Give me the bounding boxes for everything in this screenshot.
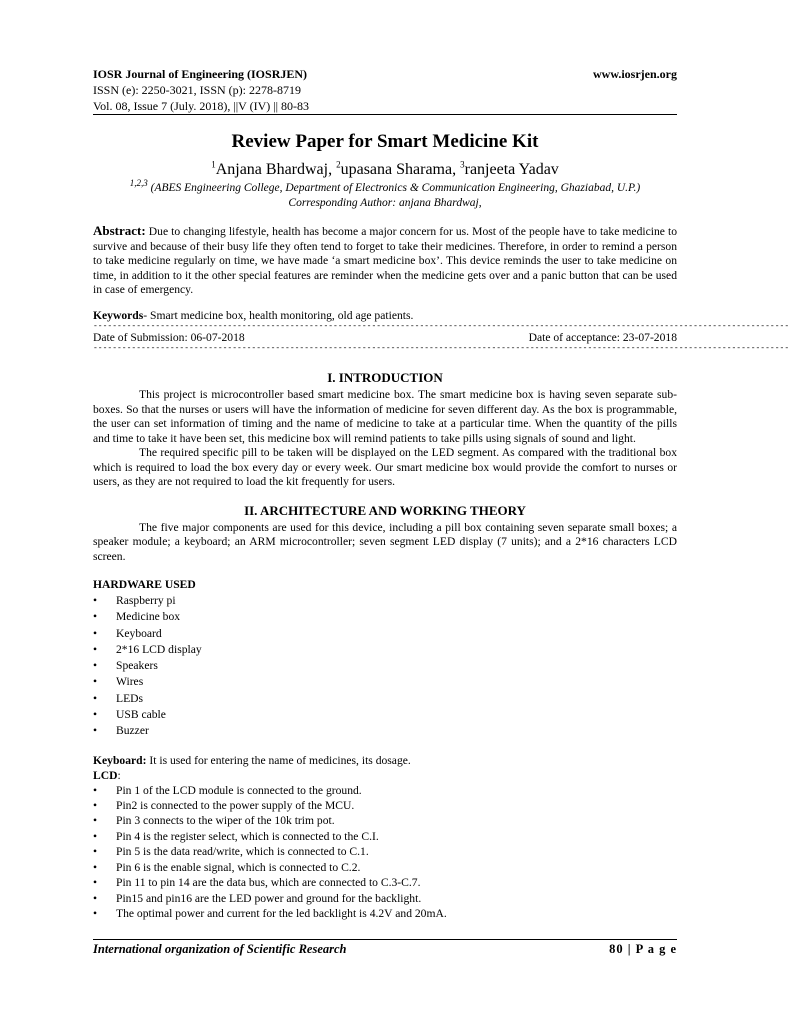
list-item-text: USB cable: [116, 708, 166, 722]
list-item-text: Raspberry pi: [116, 594, 176, 607]
list-item: [93, 906, 677, 921]
hardware-list: [93, 593, 677, 740]
page-footer: [93, 939, 677, 957]
keyboard-label: Keyboard:: [93, 753, 147, 767]
affiliation-text: (ABES Engineering College, Department of Electronics & Communication Engineering, Ghaziabad, U.P.): [150, 182, 641, 194]
list-item-text: Pin2 is connected to the power supply of the MCU.: [116, 799, 355, 813]
list-item: [93, 829, 677, 844]
list-item-text: Speakers: [116, 659, 158, 673]
bullet-icon: •: [93, 659, 98, 673]
list-item: [93, 723, 677, 739]
bullet-icon: •: [93, 594, 98, 607]
list-item: [93, 860, 677, 875]
lcd-pin-list: [93, 783, 677, 922]
list-item: [93, 658, 677, 674]
architecture-paragraph: The five major components are used for this device, including a pill box containing seven separate small boxes; a speaker module; a keyboard; an ARM microcontroller; seven segment LED display (7 units); and a 2*16 characters LCD screen.: [93, 520, 677, 563]
abstract-text: Due to changing lifestyle, health has become a major concern for us. Most of the people have to take medicine to survive and because of their busy life they often tend to forget to take their medicines. Therefore, in order to remind a person to take medicine regularly on time, we have made ‘a smart medicine box’. This device reminds the user to take medicine on time, in addition to it the other special features are reminder when the medicine gets over and a panic button that can be used in case of emergency.: [93, 225, 677, 296]
date-of-submission: Date of Submission: 06-07-2018: [93, 331, 245, 344]
author-sup: 2: [336, 159, 341, 170]
list-item: [93, 609, 677, 625]
keywords-label: Keywords: [93, 308, 144, 322]
bullet-icon: •: [93, 876, 98, 890]
list-item-text: Medicine box: [116, 610, 181, 624]
list-item: [93, 844, 677, 859]
date-of-acceptance: Date of acceptance: 23-07-2018: [528, 331, 677, 344]
lcd-label: LCD: [93, 768, 118, 782]
dates-row: [93, 331, 677, 345]
bullet-icon: •: [93, 829, 98, 843]
author-name: upasana Sharama,: [340, 161, 461, 178]
abstract: [93, 224, 677, 298]
keyboard-text: It is used for entering the name of medicines, its dosage.: [146, 753, 411, 767]
bullet-icon: •: [93, 724, 98, 738]
section-heading-introduction: I. INTRODUCTION: [327, 370, 443, 385]
intro-paragraph-2: The required specific pill to be taken will be displayed on the LED segment. As compared with the traditional box which is required to load the box every day or every week. Our smart medicine box would provide the comfort to nurses or users, as they are not required to load the kit frequently for users.: [93, 446, 677, 488]
list-item-text: Wires: [116, 675, 144, 689]
bullet-icon: •: [93, 610, 98, 624]
author-name: Anjana Bhardwaj,: [215, 161, 337, 178]
bullet-icon: •: [93, 891, 98, 905]
bullet-icon: •: [93, 799, 98, 813]
list-item-text: Pin 1 of the LCD module is connected to the ground.: [116, 783, 362, 797]
affiliation-sup: 1,2,3: [129, 178, 148, 189]
keyboard-paragraph: [93, 753, 677, 768]
list-item-text: Pin 4 is the register select, which is connected to the C.I.: [116, 829, 379, 843]
journal-website: www.iosrjen.org: [593, 67, 677, 81]
list-item: [93, 891, 677, 906]
abstract-label: Abstract:: [93, 223, 146, 238]
list-item-text: Pin 5 is the data read/write, which is connected to C.1.: [116, 845, 369, 859]
list-item: [93, 875, 677, 890]
bullet-icon: •: [93, 814, 98, 828]
paper-page: [93, 66, 789, 921]
author-list: [93, 161, 677, 179]
bullet-icon: •: [93, 783, 98, 797]
list-item-text: 2*16 LCD display: [116, 642, 202, 656]
bullet-icon: •: [93, 675, 98, 689]
author-name: ranjeeta Yadav: [464, 161, 559, 178]
list-item: [93, 593, 677, 609]
list-item: [93, 798, 677, 813]
intro-paragraph-1: This project is microcontroller based smart medicine box. The smart medicine box is having seven separate sub-boxes. So that the nurses or users will have the information of medicine for seven different day. As the box is programmable, the user can set information of timing and the name of medicine to take at a particular time. When the quantity of the pills and time to take it have been set, this medicine box will remind patients to take pills using signals of sound and light.: [93, 388, 677, 445]
affiliation: [93, 178, 677, 196]
lcd-heading: [93, 768, 677, 783]
list-item-text: Pin 3 connects to the wiper of the 10k trim pot.: [116, 814, 335, 828]
list-item-text: Pin 11 to pin 14 are the data bus, which are connected to C.3-C.7.: [116, 876, 421, 890]
lcd-colon: :: [117, 768, 121, 782]
footer-organization: International organization of Scientific Research: [93, 942, 347, 956]
dashed-divider: -------------------------------------------------------------------------------------------------------------------------------------------------: [93, 344, 789, 353]
volume-line: Vol. 08, Issue 7 (July. 2018), ||V (IV) || 80-83: [93, 99, 310, 113]
bullet-icon: •: [93, 845, 98, 859]
bullet-icon: •: [93, 642, 98, 656]
page-number: 80 | P a g e: [609, 942, 677, 956]
list-item: [93, 691, 677, 707]
corresponding-author: Corresponding Author: anjana Bhardwaj,: [288, 197, 482, 209]
bullet-icon: •: [93, 626, 98, 640]
list-item: [93, 626, 677, 642]
paper-title: Review Paper for Smart Medicine Kit: [231, 131, 539, 152]
issn-line: ISSN (e): 2250-3021, ISSN (p): 2278-8719: [93, 83, 301, 97]
bullet-icon: •: [93, 708, 98, 722]
journal-name: IOSR Journal of Engineering (IOSRJEN): [93, 67, 308, 81]
list-item: [93, 783, 677, 798]
author-sup: 1: [211, 159, 216, 170]
list-item-text: The optimal power and current for the led backlight is 4.2V and 20mA.: [116, 906, 447, 920]
list-item-text: Buzzer: [116, 724, 149, 738]
bullet-icon: •: [93, 691, 98, 705]
list-item: [93, 642, 677, 658]
keywords: [93, 309, 677, 324]
list-item-text: Pin15 and pin16 are the LED power and ground for the backlight.: [116, 891, 422, 905]
dashed-divider: -------------------------------------------------------------------------------------------------------------------------------------------------: [93, 322, 789, 331]
list-item: [93, 813, 677, 828]
section-heading-architecture: II. ARCHITECTURE AND WORKING THEORY: [244, 502, 526, 518]
list-item: [93, 707, 677, 723]
bullet-icon: •: [93, 906, 98, 920]
list-item-text: Keyboard: [116, 626, 162, 640]
keywords-text: - Smart medicine box, health monitoring, old age patients.: [143, 308, 414, 322]
list-item-text: Pin 6 is the enable signal, which is connected to C.2.: [116, 860, 361, 874]
journal-header: [93, 66, 677, 114]
author-sup: 3: [460, 159, 465, 170]
list-item-text: LEDs: [116, 691, 144, 705]
list-item: [93, 674, 677, 690]
bullet-icon: •: [93, 860, 98, 874]
hardware-heading: HARDWARE USED: [93, 578, 196, 591]
